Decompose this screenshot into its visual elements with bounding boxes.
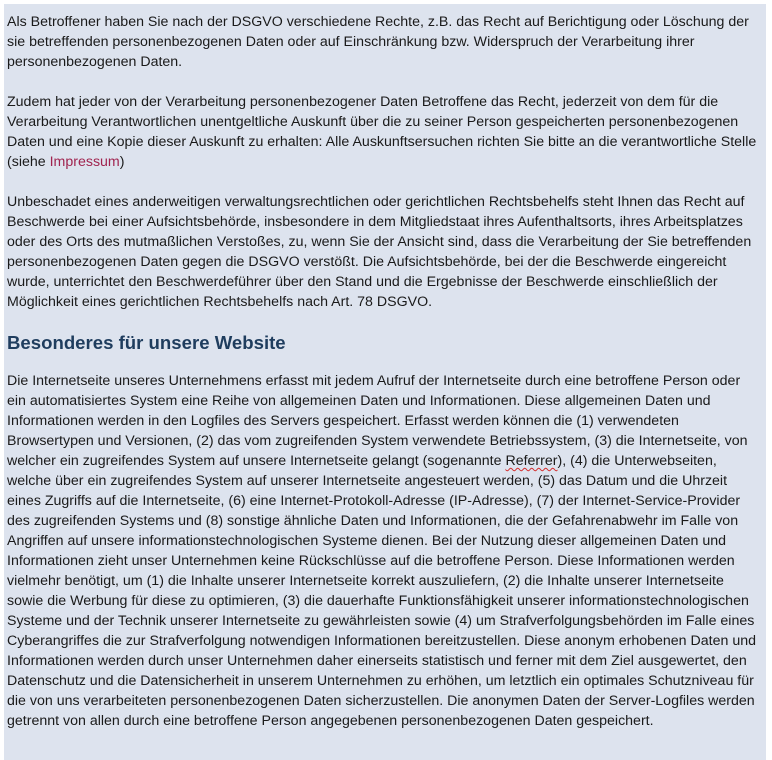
rights-paragraph-1: Als Betroffener haben Sie nach der DSGVO verschiedene Rechte, z.B. das Recht auf Berichtigung oder Löschung der sie betreffenden personenbezogenen Daten oder auf Einschränkung bzw. Widerspruch der Verarbeitung ihrer personenbezogenen Daten.: [7, 14, 749, 70]
website-paragraph: [7, 371, 763, 731]
website-paragraph-text-end: ), (4) die Unterwebseiten, welche über ein zugreifendes System auf unserer Internetseite angesteuert werden, (5) das Datum und die Uhrzeit eines Zugriffs auf die Internetseite, (6) eine Internet-Protokoll-Adresse (IP-Adresse), (7) der Internet-Service-Provider des zugreifenden Systems und (8) sonstige ähnliche Daten und Informationen, die der Gefahrenabwehr im Falle von Angriffen auf unsere informationstechnologischen Systeme dienen. Bei der Nutzung dieser allgemeinen Daten und Informationen zieht unser Unternehmen keine Rückschlüsse auf die betroffene Person. Diese Informationen werden vielmehr benötigt, um (1) die Inhalte unserer Internetseite korrekt auszuliefern, (2) die Inhalte unserer Internetseite sowie die Werbung für diese zu optimieren, (3) die dauerhafte Funktionsfähigkeit unserer informationstechnologischen Systeme und der Technik unserer Internetseite zu gewährleisten sowie (4) um Strafverfolgungsbehörden im Falle eines Cyberangriffes die zur Strafverfolgung notwendigen Informationen bereitzustellen. Diese anonym erhobenen Daten und Informationen werden durch unser Unternehmen daher einerseits statistisch und ferner mit dem Ziel ausgewertet, den Datenschutz und die Datensicherheit in unserem Unternehmen zu erhöhen, um letztlich ein optimales Schutzniveau für die von uns verarbeiteten personenbezogenen Daten sicherzustellen. Die anonymen Daten der Server-Logfiles werden getrennt von allen durch eine betroffene Person angegebenen personenbezogenen Daten gespeichert.: [7, 453, 756, 729]
impressum-link[interactable]: Impressum: [49, 154, 120, 170]
referrer-spellcheck-word: Referrer: [505, 453, 558, 469]
rights-paragraph-3: Unbeschadet eines anderweitigen verwaltungsrechtlichen oder gerichtlichen Rechtsbehelfs steht Ihnen das Recht auf Beschwerde bei einer Aufsichtsbehörde, insbesondere in dem Mitgliedstaat ihres Aufenthaltsorts, ihres Arbeitsplatzes oder des Orts des mutmaßlichen Verstoßes, zu, wenn Sie der Ansicht sind, dass die Verarbeitung der Sie betreffenden personenbezogenen Daten gegen die DSGVO verstößt. Die Aufsichtsbehörde, bei der die Beschwerde eingereicht wurde, unterrichtet den Beschwerdeführer über den Stand und die Ergebnisse der Beschwerde einschließlich der Möglichkeit eines gerichtlichen Rechtsbehelfs nach Art. 78 DSGVO.: [7, 194, 752, 310]
rights-paragraph-2: [7, 92, 763, 172]
content-panel: [4, 4, 766, 760]
website-paragraph-text-start: Die Internetseite unseres Unternehmens erfasst mit jedem Aufruf der Internetseite durch eine betroffene Person oder ein automatisiertes System eine Reihe von allgemeinen Daten und Informationen. Diese allgemeinen Daten und Informationen werden in den Logfiles des Servers gespeichert. Erfasst werden können die (1) verwendeten Browsertypen und Versionen, (2) das vom zugreifenden System verwendete Betriebssystem, (3) die Internetseite, von welcher ein zugreifendes System auf unsere Internetseite gelangt (sogenannte: [7, 373, 748, 469]
website-section-heading: Besonderes für unsere Website: [7, 332, 286, 353]
rights-paragraph-2-closing: ): [119, 154, 125, 170]
rights-paragraph-2-text: Zudem hat jeder von der Verarbeitung personenbezogener Daten Betroffene das Recht, jederzeit von dem für die Verarbeitung Verantwortlichen unentgeltliche Auskunft über die zu seiner Person gespeicherten personenbezogenen Daten und eine Kopie dieser Auskunft zu erhalten: Alle Auskunftsersuchen richten Sie bitte an die verantwortliche Stelle (siehe: [7, 94, 757, 170]
